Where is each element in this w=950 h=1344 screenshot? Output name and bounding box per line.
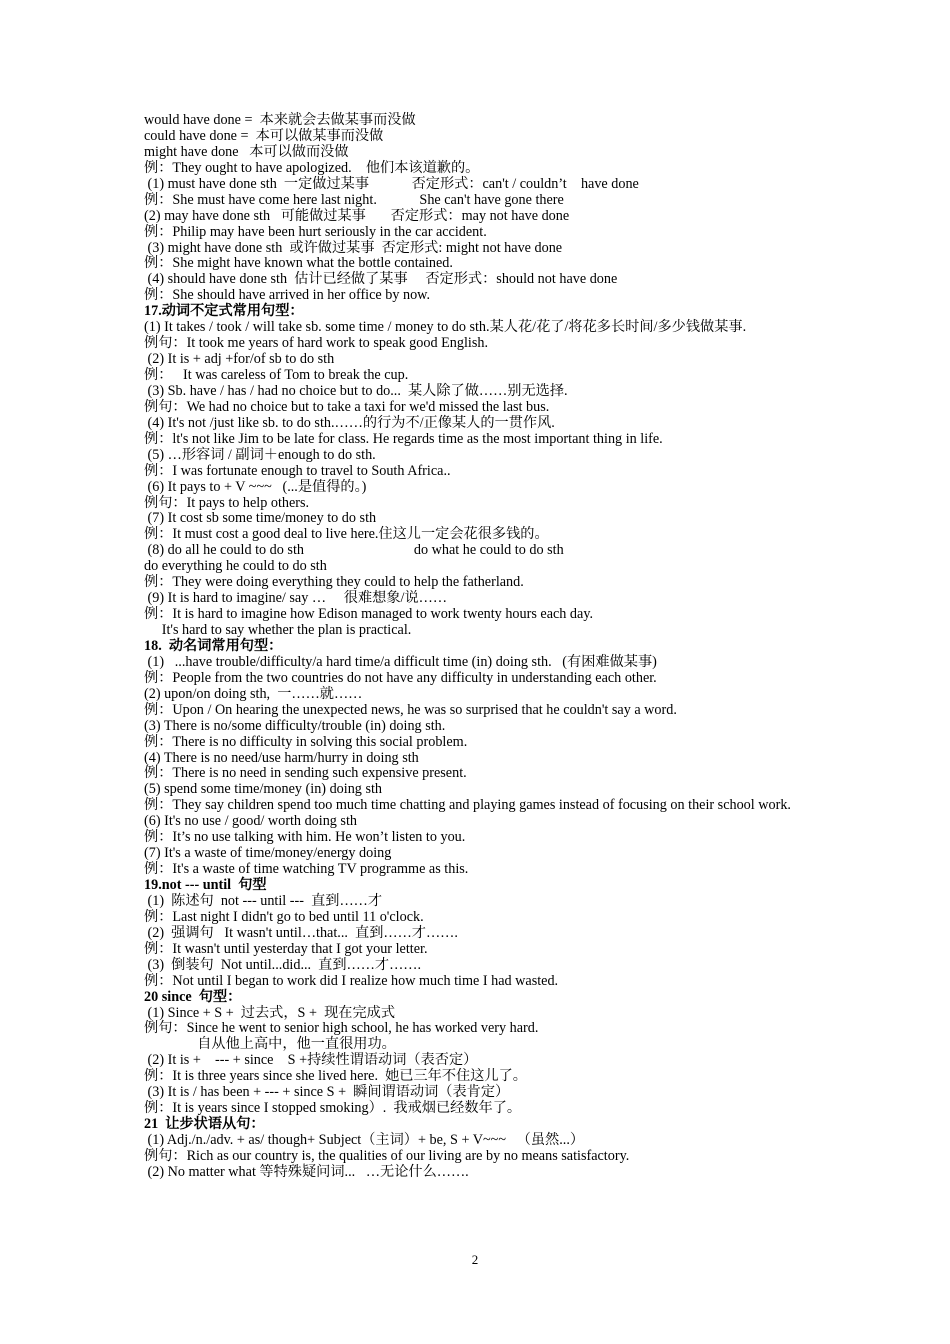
document-body <box>144 113 809 1181</box>
text-line: (7) It's a waste of time/money/energy doing <box>144 845 392 862</box>
text-line: (3) There is no/some difficulty/trouble (in) doing sth. <box>144 717 446 734</box>
text-line: 例：Not until I began to work did I realize how much time I had wasted. <box>144 972 559 989</box>
text-line: (1) Adj./n./adv. + as/ though+ Subject（主词）+ be, S + V~~~ （虽然...） <box>144 1132 585 1149</box>
text-line: (1) must have done sth 一定做过某事 否定形式：can't / couldn’t have done <box>144 175 639 192</box>
text-line: 例：Upon / On hearing the unexpected news, he was so surprised that he couldn't say a word. <box>144 701 677 718</box>
text-line: do everything he could to do sth <box>144 558 327 575</box>
text-line: (3) might have done sth 或许做过某事 否定形式: might not have done <box>144 239 563 256</box>
section-heading-19: 19.not --- until 句型 <box>144 877 267 894</box>
text-line: 例：She should have arrived in her office by now. <box>144 287 431 304</box>
text-line: 例：People from the two countries do not have any difficulty in understanding each other. <box>144 669 657 686</box>
text-line: 例：They say children spend too much time chatting and playing games instead of focusing on their school work. <box>144 797 791 814</box>
text-line: (3) Sb. have / has / had no choice but to do... 某人除了做……别无选择. <box>144 382 568 399</box>
text-line: (3) It is / has been + --- + since S + 瞬间谓语动词（表肯定） <box>144 1084 510 1101</box>
text-line: (6) It pays to + V ~~~ (...是值得的。) <box>144 478 367 495</box>
text-line: 例句：Rich as our country is, the qualities of our living are by no means satisfactory. <box>144 1147 630 1164</box>
section-heading-20: 20 since 句型： <box>144 988 242 1005</box>
text-line: (4) It's not /just like sb. to do sth.……的行为不/正像某人的一贯作风. <box>144 414 555 431</box>
text-line: (2) No matter what 等特殊疑问词... …无论什么……. <box>144 1163 469 1180</box>
text-line: 例：Philip may have been hurt seriously in the car accident. <box>144 223 487 240</box>
text-line: 例：There is no difficulty in solving this social problem. <box>144 733 468 750</box>
text-line: (4) should have done sth 估计已经做了某事 否定形式：should not have done <box>144 271 618 288</box>
text-line: 例：It is years since I stopped smoking）. 我戒烟已经数年了。 <box>144 1100 522 1117</box>
section-heading-18: 18. 动名词常用句型： <box>144 637 283 654</box>
text-line: (3) 倒装句 Not until...did... 直到……才……. <box>144 956 422 973</box>
text-line: (5) spend some time/money (in) doing sth <box>144 781 383 798</box>
text-line: might have done 本可以做而没做 <box>144 143 349 160</box>
text-line: (1) It takes / took / will take sb. some time / money to do sth.某人花/花了/将花多长时间/多少钱做某事. <box>144 319 747 336</box>
text-line: 例句：It took me years of hard work to speak good English. <box>144 335 488 352</box>
text-line: would have done = 本来就会去做某事而没做 <box>144 112 416 128</box>
text-line: 例：It’s no use talking with him. He won’t listen to you. <box>144 829 466 846</box>
text-line: (2) may have done sth 可能做过某事 否定形式：may not have done <box>144 207 570 224</box>
text-line: 例：It wasn't until yesterday that I got your letter. <box>144 940 428 957</box>
text-line: 例句：It pays to help others. <box>144 494 310 511</box>
text-line: (1) ...have trouble/difficulty/a hard time/a difficult time (in) doing sth. (有困难做某事) <box>144 653 657 670</box>
text-line: could have done = 本可以做某事而没做 <box>144 127 384 144</box>
text-line: 例：They ought to have apologized. 他们本该道歉的。 <box>144 159 480 176</box>
text-line: 例： It was careless of Tom to break the cup. <box>144 367 409 384</box>
text-line: (9) It is hard to imagine/ say … 很难想象/说…… <box>144 590 448 607</box>
text-line: It's hard to say whether the plan is practical. <box>144 622 412 639</box>
text-line: (1) Since + S + 过去式，S + 现在完成式 <box>144 1004 396 1021</box>
text-line: (2) 强调句 It wasn't until…that... 直到……才……. <box>144 924 458 941</box>
text-line: 例：There is no need in sending such expensive present. <box>144 765 467 782</box>
text-line: (4) There is no need/use harm/hurry in doing sth <box>144 749 419 766</box>
text-line: (1) 陈述句 not --- until --- 直到……才 <box>144 892 383 909</box>
text-line: 例句：Since he went to senior high school, he has worked very hard. <box>144 1020 539 1037</box>
text-line: 例：She must have come here last night. She can't have gone there <box>144 191 564 208</box>
text-line: 例：I was fortunate enough to travel to South Africa.. <box>144 462 451 479</box>
text-line: (2) It is + --- + since S +持续性谓语动词（表否定） <box>144 1052 478 1069</box>
text-line: 自从他上高中，他一直很用功。 <box>144 1036 396 1053</box>
text-line: (5) …形容词 / 副词＋enough to do sth. <box>144 446 376 463</box>
text-line: 例：lt's not like Jim to be late for class. He regards time as the most important thing in life. <box>144 430 663 447</box>
page-number: 2 <box>471 1252 479 1267</box>
text-line: (2) It is + adj +for/of sb to do sth <box>144 351 335 368</box>
text-line: 例：She might have known what the bottle contained. <box>144 255 453 272</box>
section-heading-21: 21 让步状语从句： <box>144 1116 265 1133</box>
text-line: (2) upon/on doing sth, 一……就…… <box>144 685 363 702</box>
text-line: (6) It's no use / good/ worth doing sth <box>144 813 357 830</box>
text-line: 例句：We had no choice but to take a taxi for we'd missed the last bus. <box>144 398 550 415</box>
text-line: (8) do all he could to do sth do what he could to do sth <box>144 542 564 559</box>
text-line: 例：It is three years since she lived here. 她已三年不住这儿了。 <box>144 1068 527 1085</box>
section-heading-17: 17.动词不定式常用句型： <box>144 303 304 320</box>
text-line: 例：It is hard to imagine how Edison managed to work twenty hours each day. <box>144 606 594 623</box>
text-line: (7) It cost sb some time/money to do sth <box>144 510 377 527</box>
text-line: 例：It's a waste of time watching TV programme as this. <box>144 861 469 878</box>
text-line: 例：It must cost a good deal to live here.住这儿一定会花很多钱的。 <box>144 526 549 543</box>
text-line: 例：Last night I didn't go to bed until 11 o'clock. <box>144 908 424 925</box>
text-line: 例：They were doing everything they could to help the fatherland. <box>144 574 524 591</box>
